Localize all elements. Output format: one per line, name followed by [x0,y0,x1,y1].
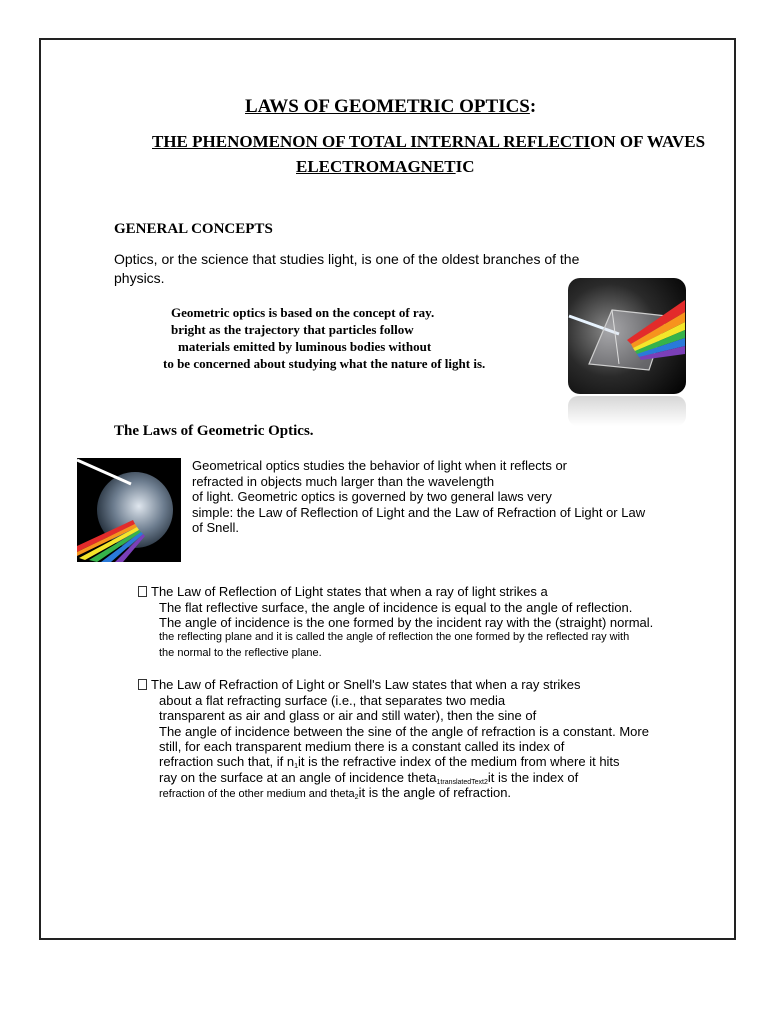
laws-paragraph-line-2: refracted in objects much larger than the wavelength [192,473,495,489]
laws-paragraph-line-1: Geometrical optics studies the behavior of light when it reflects or [192,458,568,473]
quote-line-2: bright as the trajectory that particles follow [171,322,414,337]
sphere-prism-image [77,458,181,562]
prism-image [567,278,687,428]
reflection-line-5: the normal to the reflective plane. [159,647,322,659]
intro-line-1: Optics, or the science that studies light, is one of the oldest branches of the [114,251,580,267]
page-subtitle-line2: ELECTROMAGNETIC [296,157,475,176]
laws-paragraph-line-3: of light. Geometric optics is governed by two general laws very [192,489,552,504]
refraction-line-6: refraction such that, if $n_1it$ is the refractive index of the medium from where it hits [159,754,620,770]
refraction-line-3: transparent as air and glass or air and still water), then the sine of [159,708,537,723]
refraction-line-4: The angle of incidence between the sine of the angle of refraction is a constant. More [159,723,649,739]
laws-paragraph-line-5: of Snell. [192,520,239,535]
section-heading-general: GENERAL CONCEPTS [114,221,273,237]
refraction-line-5: still, for each transparent medium there is a constant called its index of [159,739,565,754]
bullet-box-icon [138,586,147,597]
refraction-line-8: refraction of the other medium and theta$_2$it is the angle of refraction. [159,785,512,801]
bullet-box-icon [138,679,147,690]
page-title: LAWS OF GEOMETRIC OPTICS: [245,96,537,117]
quote-line-1: Geometric optics is based on the concept of ray. [171,305,435,320]
intro-line-2: physics. [114,270,165,286]
laws-paragraph-line-4: simple: the Law of Reflection of Light and the Law of Refraction of Light or Law [192,504,646,520]
quote-line-3: materials emitted by luminous bodies without [178,339,432,354]
reflection-line-3: The angle of incidence is the one formed by the incident ray with the (straight) normal. [159,615,654,630]
page-subtitle-line1: THE PHENOMENON OF TOTAL INTERNAL REFLECTION OF WAVES [152,132,706,151]
refraction-line-2: about a flat refracting surface (i.e., that separates two media [159,692,506,708]
reflection-law-first-line: The Law of Reflection of Light states that when a ray of light strikes a [138,584,548,600]
section-heading-laws: The Laws of Geometric Optics. [114,423,314,439]
refraction-line-7: ray on the surface at an angle of incidence theta$_{1translatedText2}$it is the index of [159,769,579,786]
reflection-line-4: the reflecting plane and it is called the angle of reflection the one formed by the reflected ray with [159,631,630,643]
refraction-law-first-line: The Law of Refraction of Light or Snell's Law states that when a ray strikes [138,677,581,693]
quote-line-4: to be concerned about studying what the nature of light is. [163,356,486,371]
reflection-line-2: The flat reflective surface, the angle of incidence is equal to the angle of reflection. [159,599,633,615]
